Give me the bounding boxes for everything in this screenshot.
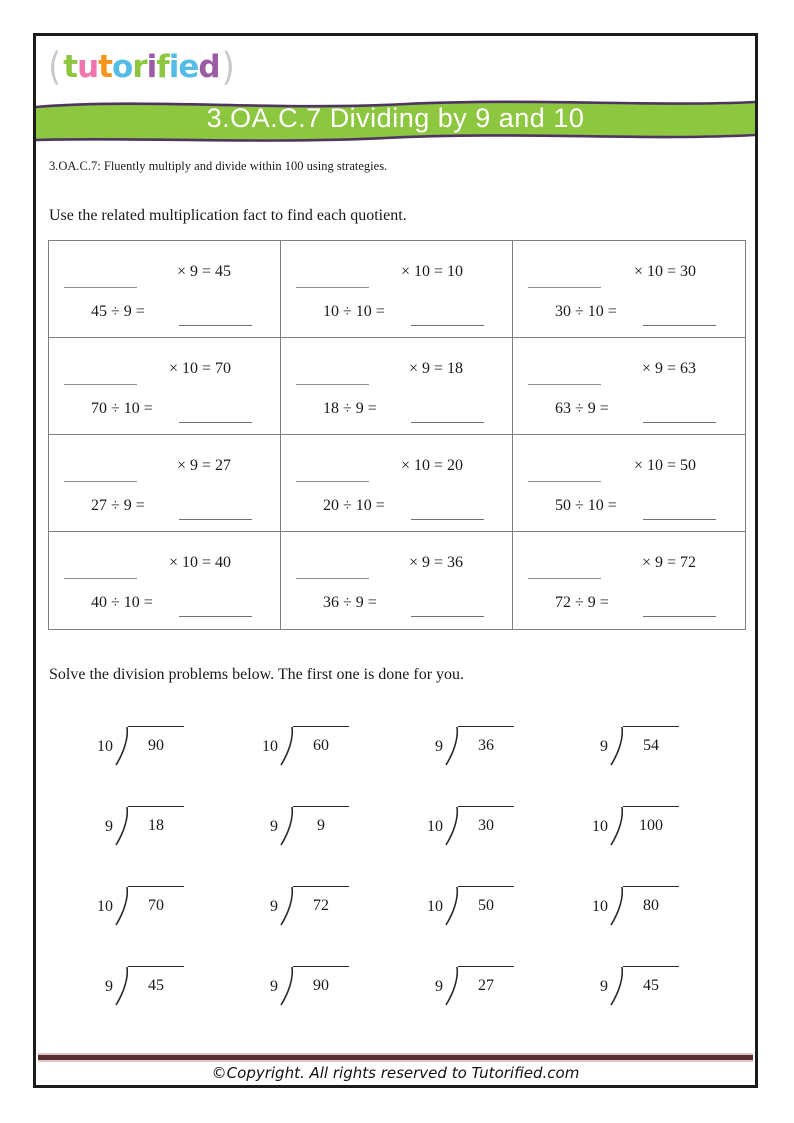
division-question: 63 ÷ 9 = [555,400,609,417]
long-division-problem [250,966,415,1006]
fact-cell [513,435,745,532]
dividend: 90 [293,966,349,995]
division-bracket-icon [608,886,623,926]
dividend: 90 [128,726,184,755]
long-division-problem [415,966,580,1006]
copyright-text: ©Copyright. All rights reserved to Tutorified.com [211,1064,580,1082]
logo-open-bracket: ( [48,44,62,90]
fact-cell [281,435,513,532]
division-bracket-icon [608,806,623,846]
fact-cell [281,241,513,338]
logo-letter: i [146,48,157,85]
fact-cell [513,338,745,435]
quotient-answer-blank [643,519,716,520]
multiplication-fact: × 9 = 63 [641,360,696,377]
division-bracket-icon [278,886,293,926]
divisor: 10 [97,738,113,755]
division-question: 40 ÷ 10 = [91,594,153,611]
logo-letter: f [156,48,169,85]
division-bracket-icon [443,886,458,926]
long-division-problem [250,726,415,766]
division-bracket-icon [113,886,128,926]
fact-cell [281,338,513,435]
multiplication-fact: × 10 = 70 [168,360,231,377]
quotient-answer-blank [179,422,252,423]
factor-answer-blank [296,481,369,482]
division-question: 27 ÷ 9 = [91,497,145,514]
division-question: 20 ÷ 10 = [323,497,385,514]
long-division-problem [415,726,580,766]
division-grid [85,706,745,1026]
factor-answer-blank [528,287,601,288]
division-bracket-icon [113,806,128,846]
division-bracket-icon [278,806,293,846]
standard-description: 3.OA.C.7: Fluently multiply and divide within 100 using strategies. [49,159,388,173]
division-bracket-icon [278,966,293,1006]
footer [36,1053,755,1085]
dividend: 9 [293,806,349,835]
footer-divider-bar [38,1053,753,1062]
divisor: 10 [427,818,443,835]
logo-letter: d [198,48,220,85]
logo-letter: i [168,48,179,85]
long-division-problem [85,726,250,766]
logo-close-bracket: ) [221,44,235,90]
quotient-answer-blank [179,616,252,617]
division-question: 72 ÷ 9 = [555,594,609,611]
division-question: 70 ÷ 10 = [91,400,153,417]
divisor: 10 [592,818,608,835]
division-bracket-icon [113,726,128,766]
divisor: 9 [435,738,443,755]
factor-answer-blank [296,384,369,385]
dividend: 50 [458,886,514,915]
fact-cell [513,241,745,338]
logo-letter: e [178,48,199,85]
fact-grid [48,240,746,630]
multiplication-fact: × 9 = 72 [641,554,696,571]
divisor: 10 [592,898,608,915]
divisor: 9 [270,978,278,995]
quotient-answer-blank [411,325,484,326]
fact-cell [49,241,281,338]
division-question: 36 ÷ 9 = [323,594,377,611]
quotient-answer-blank [411,519,484,520]
dividend: 60 [293,726,349,755]
logo-letter: r [132,48,147,85]
multiplication-fact: × 10 = 40 [168,554,231,571]
tutorified-logo [48,46,755,88]
factor-answer-blank [296,287,369,288]
quotient-answer-blank [643,422,716,423]
division-bracket-icon [443,806,458,846]
long-division-problem [580,806,745,846]
factor-answer-blank [528,384,601,385]
section1-instruction: Use the related multiplication fact to find each quotient. [49,207,407,224]
factor-answer-blank [296,578,369,579]
long-division-problem [580,726,745,766]
division-bracket-icon [608,726,623,766]
division-question: 50 ÷ 10 = [555,497,617,514]
long-division-problem [415,886,580,926]
quotient-answer-blank [179,519,252,520]
quotient-answer-blank [411,616,484,617]
divisor: 9 [105,818,113,835]
division-bracket-icon [443,726,458,766]
division-question: 10 ÷ 10 = [323,303,385,320]
long-division-problem [250,886,415,926]
divisor: 9 [435,978,443,995]
factor-answer-blank [64,578,137,579]
divisor: 10 [262,738,278,755]
factor-answer-blank [64,384,137,385]
divisor: 9 [600,978,608,995]
logo-letter: u [77,48,99,85]
factor-answer-blank [64,481,137,482]
division-question: 18 ÷ 9 = [323,400,377,417]
logo-letter: t [98,48,112,85]
dividend: 100 [623,806,679,835]
long-division-problem [415,806,580,846]
dividend: 80 [623,886,679,915]
dividend: 30 [458,806,514,835]
factor-answer-blank [64,287,137,288]
divisor: 9 [270,818,278,835]
quotient-answer-blank [179,325,252,326]
division-question: 45 ÷ 9 = [91,303,145,320]
dividend: 54 [623,726,679,755]
dividend: 45 [128,966,184,995]
section2-instruction: Solve the division problems below. The first one is done for you. [49,666,465,683]
factor-answer-blank [528,578,601,579]
multiplication-fact: × 9 = 18 [408,360,463,377]
long-division-problem [85,966,250,1006]
multiplication-fact: × 9 = 45 [176,263,231,280]
multiplication-fact: × 10 = 50 [633,457,696,474]
logo-letter: t [63,48,78,85]
multiplication-fact: × 10 = 30 [633,263,696,280]
worksheet-page [33,33,758,1088]
multiplication-fact: × 9 = 36 [408,554,463,571]
dividend: 36 [458,726,514,755]
division-bracket-icon [113,966,128,1006]
division-question: 30 ÷ 10 = [555,303,617,320]
divisor: 10 [427,898,443,915]
divisor: 9 [600,738,608,755]
quotient-answer-blank [411,422,484,423]
long-division-problem [85,886,250,926]
division-bracket-icon [443,966,458,1006]
dividend: 45 [623,966,679,995]
dividend: 70 [128,886,184,915]
division-bracket-icon [278,726,293,766]
division-bracket-icon [608,966,623,1006]
divisor: 9 [105,978,113,995]
quotient-answer-blank [643,325,716,326]
long-division-problem [580,966,745,1006]
divisor: 10 [97,898,113,915]
dividend: 72 [293,886,349,915]
long-division-problem [85,806,250,846]
fact-cell [49,435,281,532]
fact-cell [281,532,513,629]
multiplication-fact: × 10 = 20 [400,457,463,474]
fact-cell [49,338,281,435]
logo-letters [63,48,220,85]
multiplication-fact: × 10 = 10 [400,263,463,280]
quotient-answer-blank [643,616,716,617]
worksheet-title: 3.OA.C.7 Dividing by 9 and 10 [206,103,585,133]
title-banner [36,94,755,146]
fact-cell [513,532,745,629]
multiplication-fact: × 9 = 27 [176,457,231,474]
logo-letter: o [112,48,133,85]
long-division-problem [250,806,415,846]
divisor: 9 [270,898,278,915]
factor-answer-blank [528,481,601,482]
fact-cell [49,532,281,629]
long-division-problem [580,886,745,926]
dividend: 18 [128,806,184,835]
dividend: 27 [458,966,514,995]
